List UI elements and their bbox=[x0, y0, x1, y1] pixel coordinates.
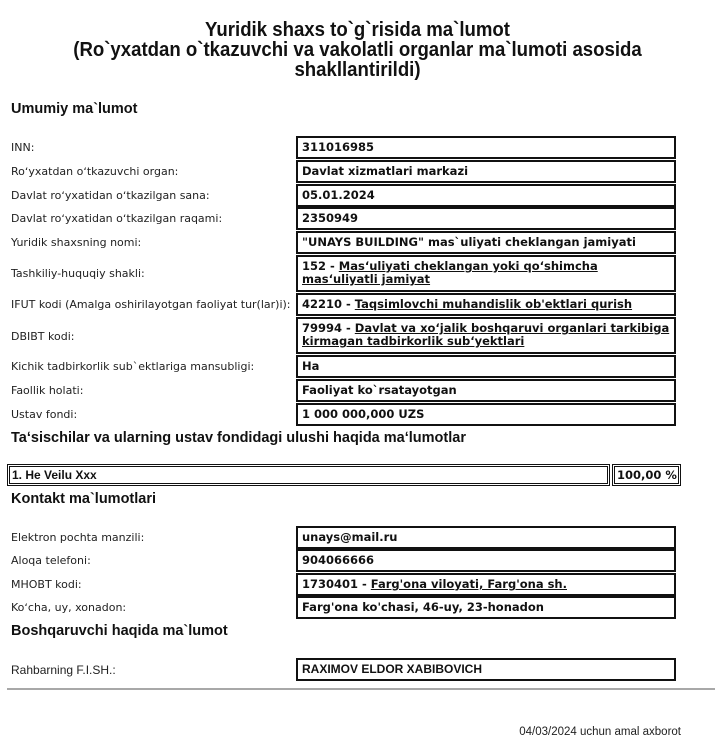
separator: - bbox=[342, 297, 355, 311]
registration-number-label: Davlat roʻyxatidan oʻtkazilgan raqami: bbox=[11, 212, 223, 225]
entity-name-value: "UNAYS BUILDING" mas`uliyati cheklangan jamiyati bbox=[296, 231, 676, 254]
manager-heading: Boshqaruvchi haqida ma`lumot bbox=[11, 623, 228, 639]
registering-organ-value: Davlat xizmatlari markazi bbox=[296, 160, 676, 183]
ifut-code: 42210 bbox=[302, 297, 343, 311]
registration-date-label: Davlat roʻyxatidan oʻtkazilgan sana: bbox=[11, 189, 210, 202]
page-title bbox=[25, 20, 690, 80]
email-value: unays@mail.ru bbox=[296, 526, 676, 549]
separator: - bbox=[326, 259, 339, 273]
validity-date-note: 04/03/2024 uchun amal axborot bbox=[519, 726, 681, 738]
inn-label: INN: bbox=[11, 141, 35, 154]
dbibt-code-value bbox=[296, 317, 676, 354]
contact-heading: Kontakt ma`lumotlari bbox=[11, 491, 157, 507]
legal-form-code: 152 bbox=[302, 259, 327, 273]
ifut-code-value bbox=[296, 293, 676, 316]
email-label: Elektron pochta manzili: bbox=[11, 531, 145, 544]
manager-name-label: Rahbarning F.I.SH.: bbox=[11, 663, 116, 677]
legal-form-value bbox=[296, 255, 676, 292]
mhobt-code-label: MHOBT kodi: bbox=[11, 578, 82, 591]
dbibt-link[interactable]: Davlat va xoʻjalik boshqaruvi organlari tarkibiga kirmagan tadbirkorlik subʻyektlari bbox=[302, 321, 670, 348]
address-label: Koʻcha, uy, xonadon: bbox=[11, 601, 127, 614]
small-business-value: Ha bbox=[296, 355, 676, 378]
charter-fund-label: Ustav fondi: bbox=[11, 408, 78, 421]
small-business-label: Kichik tadbirkorlik sub`ektlariga mansubligi: bbox=[11, 360, 255, 373]
dbibt-code-label: DBIBT kodi: bbox=[11, 330, 75, 343]
founders-heading: Taʻsischilar va ularning ustav fondidagi ulushi haqida maʻlumotlar bbox=[11, 430, 466, 446]
ifut-code-label: IFUT kodi (Amalga oshirilayotgan faoliyat tur(lar)i): bbox=[11, 298, 291, 311]
page-title-line3: shakllantirildi) bbox=[294, 59, 421, 81]
phone-label: Aloqa telefoni: bbox=[11, 554, 91, 567]
general-info-heading: Umumiy ma`lumot bbox=[11, 101, 138, 117]
registering-organ-label: Roʻyxatdan oʻtkazuvchi organ: bbox=[11, 165, 179, 178]
charter-fund-value: 1 000 000,000 UZS bbox=[296, 403, 676, 426]
activity-status-label: Faollik holati: bbox=[11, 384, 84, 397]
mhobt-code-value bbox=[296, 573, 676, 596]
founder-share: 100,00 % bbox=[612, 464, 681, 486]
registration-date-value: 05.01.2024 bbox=[296, 184, 676, 207]
address-value: Farg'ona ko'chasi, 46-uy, 23-honadon bbox=[296, 596, 676, 619]
legal-form-link[interactable]: Masʻuliyati cheklangan yoki qoʻshimcha masʻuliyatli jamiyat bbox=[302, 259, 598, 286]
page-title-line2: (Ro`yxatdan o`tkazuvchi va vakolatli organlar ma`lumoti asosida bbox=[73, 39, 642, 61]
separator: - bbox=[358, 577, 371, 591]
legal-form-label: Tashkiliy-huquqiy shakli: bbox=[11, 267, 145, 280]
page-title-line1: Yuridik shaxs to`g`risida ma`lumot bbox=[205, 19, 510, 41]
footer-divider bbox=[7, 688, 715, 690]
activity-status-value: Faoliyat ko`rsatayotgan bbox=[296, 379, 676, 402]
dbibt-code: 79994 bbox=[302, 321, 343, 335]
founder-name: 1. He Veilu Xxx bbox=[7, 464, 610, 486]
separator: - bbox=[342, 321, 355, 335]
mhobt-link[interactable]: Farg'ona viloyati, Farg'ona sh. bbox=[370, 577, 567, 591]
manager-name-value: RAXIMOV ELDOR XABIBOVICH bbox=[296, 658, 676, 681]
inn-value: 311016985 bbox=[296, 136, 676, 159]
registration-number-value: 2350949 bbox=[296, 207, 676, 230]
phone-value: 904066666 bbox=[296, 549, 676, 572]
ifut-link[interactable]: Taqsimlovchi muhandislik ob'ektlari qurish bbox=[354, 297, 633, 311]
mhobt-code: 1730401 bbox=[302, 577, 359, 591]
entity-name-label: Yuridik shaxsning nomi: bbox=[11, 236, 142, 249]
